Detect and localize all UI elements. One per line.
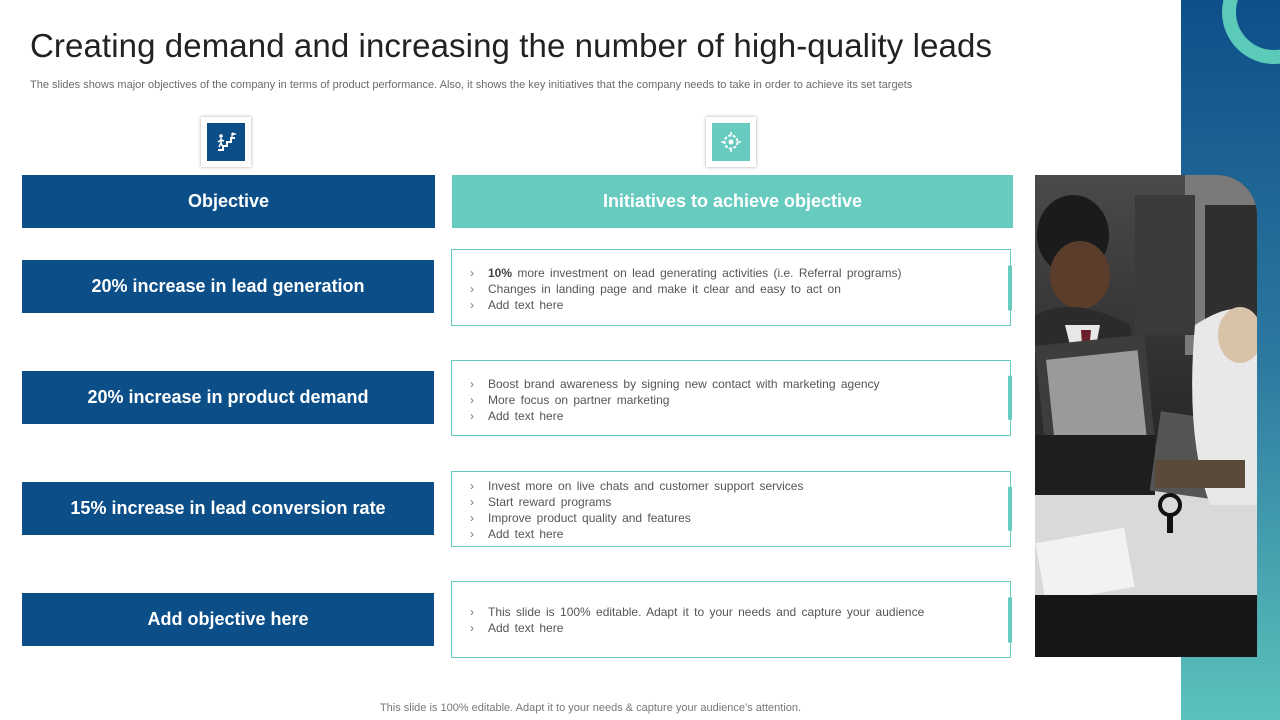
objective-box: 20% increase in product demand xyxy=(22,371,434,424)
objective-box: Add objective here xyxy=(22,593,434,646)
initiatives-box xyxy=(451,581,1011,658)
list-item: › Add text here xyxy=(488,620,1010,636)
initiatives-box xyxy=(451,360,1011,436)
initiatives-list xyxy=(452,478,1010,542)
initiatives-box xyxy=(451,249,1011,326)
initiatives-box xyxy=(451,471,1011,547)
office-meeting-photo xyxy=(1035,175,1257,657)
list-item: › Add text here xyxy=(488,526,1010,542)
slide-subtitle: The slides shows major objectives of the company in terms of product performance. Also, it shows the key initiatives that the company needs to take in order to achieve its set targets xyxy=(30,79,913,91)
list-item: › Boost brand awareness by signing new contact with marketing agency xyxy=(488,376,1010,392)
objective-box: 15% increase in lead conversion rate xyxy=(22,482,434,535)
list-item: › 10% more investment on lead generating activities (i.e. Referral programs) xyxy=(488,265,1010,281)
list-item: › Add text here xyxy=(488,408,1010,424)
initiatives-list xyxy=(452,265,1010,313)
initiatives-header: Initiatives to achieve objective xyxy=(452,175,1013,228)
list-item: › Improve product quality and features xyxy=(488,510,1010,526)
list-item: › Add text here xyxy=(488,297,1010,313)
initiatives-list xyxy=(452,376,1010,424)
slide-title: Creating demand and increasing the number of high-quality leads xyxy=(30,27,993,64)
photo-illustration xyxy=(1035,175,1257,657)
initiatives-list xyxy=(452,604,1010,636)
initiatives-icon-frame xyxy=(706,117,756,167)
bold-text: 10% xyxy=(488,266,513,280)
footer-note: This slide is 100% editable. Adapt it to your needs & capture your audience’s attention. xyxy=(379,702,802,714)
objective-icon-frame xyxy=(201,117,251,167)
objective-header: Objective xyxy=(22,175,435,228)
list-item: › More focus on partner marketing xyxy=(488,392,1010,408)
list-item: › Changes in landing page and make it clear and easy to act on xyxy=(488,281,1010,297)
list-item: › This slide is 100% editable. Adapt it to your needs and capture your audience xyxy=(488,604,1010,620)
stairs-goal-icon xyxy=(207,123,245,161)
list-item: › Invest more on live chats and customer support services xyxy=(488,478,1010,494)
objective-box: 20% increase in lead generation xyxy=(22,260,434,313)
list-item: › Start reward programs xyxy=(488,494,1010,510)
gear-head-icon xyxy=(712,123,750,161)
